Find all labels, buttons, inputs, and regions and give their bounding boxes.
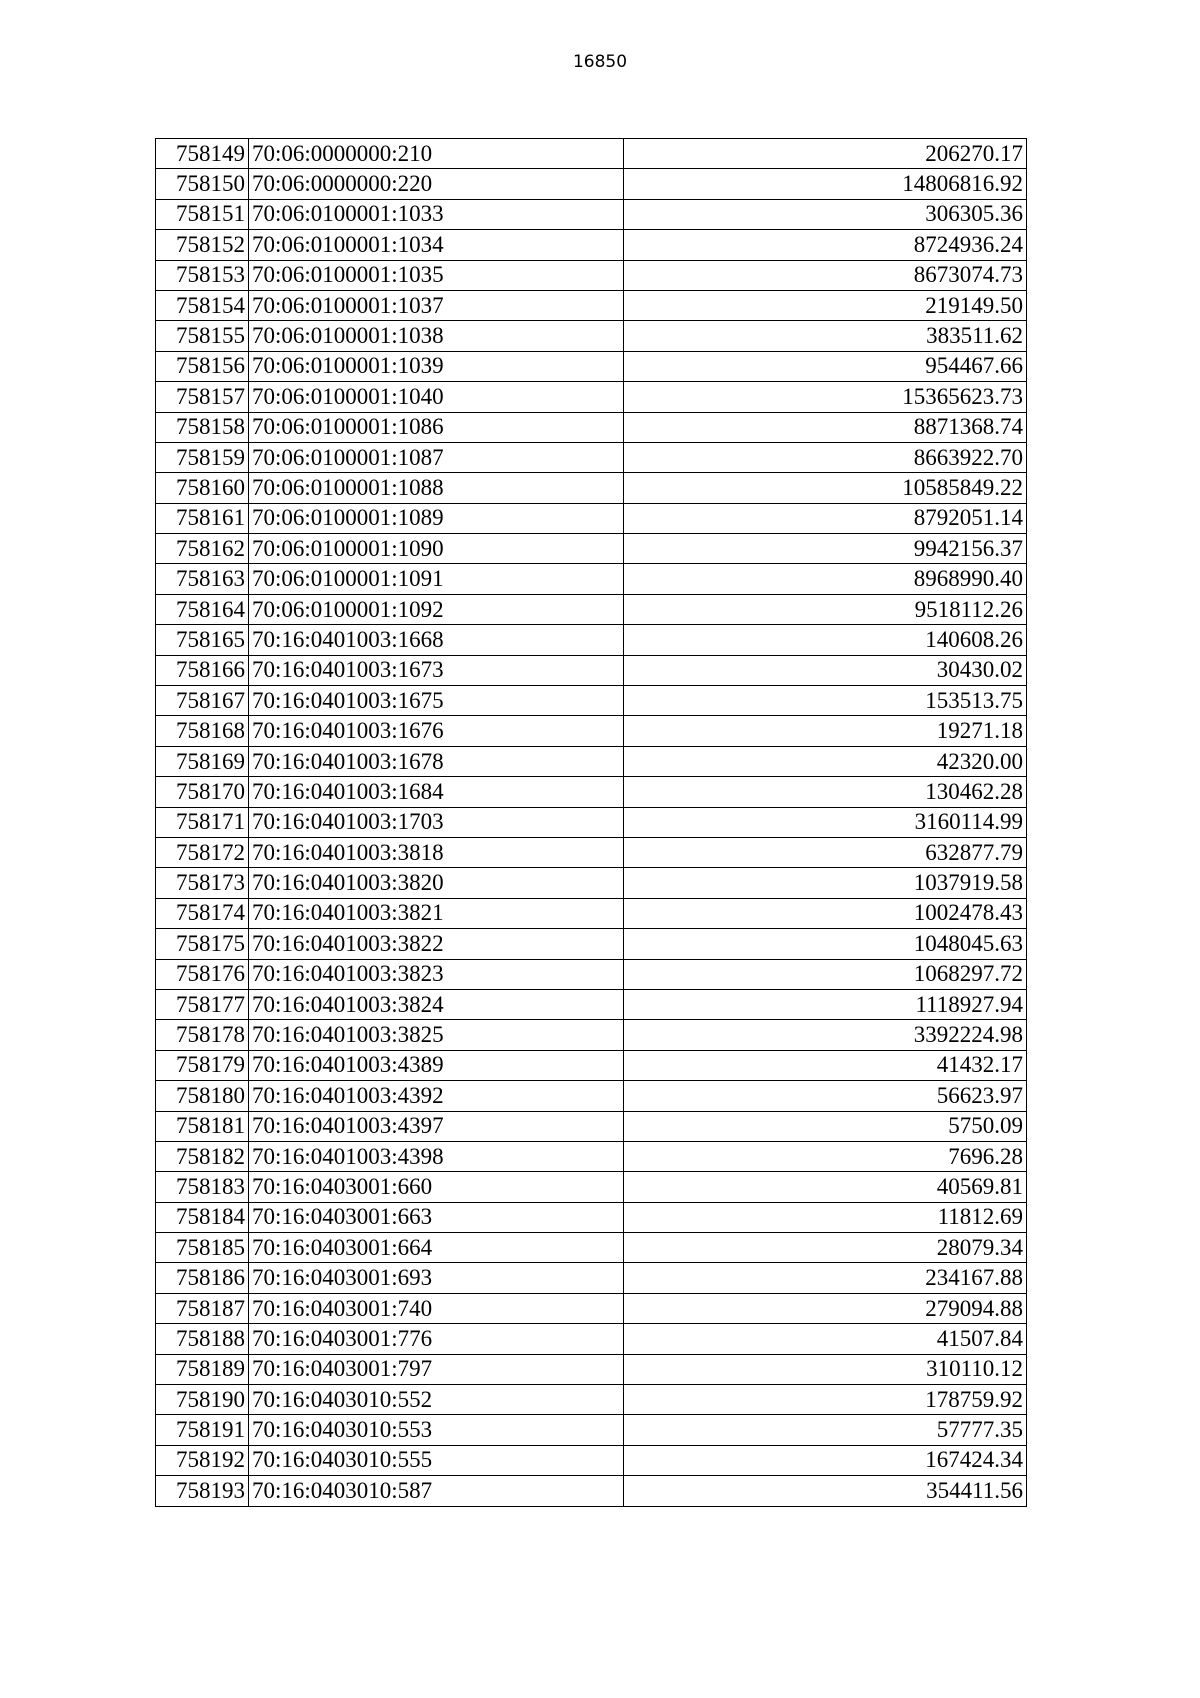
table-row: [156, 503, 1027, 533]
cadastral-value-cell: 3160114.99: [624, 807, 1027, 837]
row-number-cell: 758152: [156, 230, 249, 260]
cadastral-value-cell: 30430.02: [624, 655, 1027, 685]
cadastral-value-cell: 28079.34: [624, 1233, 1027, 1263]
row-number-cell: 758188: [156, 1324, 249, 1354]
table-row: [156, 1233, 1027, 1263]
table-row: [156, 655, 1027, 685]
cadastral-number-cell: 70:16:0401003:3821: [249, 898, 624, 928]
cadastral-number-cell: 70:16:0403001:664: [249, 1233, 624, 1263]
row-number-cell: 758172: [156, 837, 249, 867]
cadastral-number-cell: 70:16:0401003:1675: [249, 686, 624, 716]
table-row: [156, 746, 1027, 776]
table-row: [156, 1263, 1027, 1293]
cadastral-value-cell: 8673074.73: [624, 260, 1027, 290]
row-number-cell: 758183: [156, 1172, 249, 1202]
cadastral-number-cell: 70:16:0401003:3818: [249, 837, 624, 867]
cadastral-number-cell: 70:06:0100001:1033: [249, 199, 624, 229]
row-number-cell: 758153: [156, 260, 249, 290]
table-row: [156, 959, 1027, 989]
cadastral-value-cell: 354411.56: [624, 1476, 1027, 1506]
row-number-cell: 758182: [156, 1141, 249, 1171]
table-row: [156, 473, 1027, 503]
cadastral-value-cell: 206270.17: [624, 139, 1027, 169]
table-row: [156, 1050, 1027, 1080]
cadastral-number-cell: 70:16:0401003:4389: [249, 1050, 624, 1080]
row-number-cell: 758186: [156, 1263, 249, 1293]
row-number-cell: 758175: [156, 929, 249, 959]
row-number-cell: 758155: [156, 321, 249, 351]
row-number-cell: 758159: [156, 442, 249, 472]
table-row: [156, 139, 1027, 169]
row-number-cell: 758187: [156, 1293, 249, 1323]
row-number-cell: 758151: [156, 199, 249, 229]
row-number-cell: 758161: [156, 503, 249, 533]
cadastral-value-cell: 279094.88: [624, 1293, 1027, 1323]
row-number-cell: 758184: [156, 1202, 249, 1232]
table-row: [156, 534, 1027, 564]
row-number-cell: 758181: [156, 1111, 249, 1141]
cadastral-value-cell: 1048045.63: [624, 929, 1027, 959]
table-row: [156, 1081, 1027, 1111]
cadastral-value-cell: 7696.28: [624, 1141, 1027, 1171]
cadastral-value-cell: 954467.66: [624, 351, 1027, 381]
cadastral-number-cell: 70:16:0401003:3825: [249, 1020, 624, 1050]
cadastral-value-cell: 234167.88: [624, 1263, 1027, 1293]
cadastral-number-cell: 70:16:0403010:555: [249, 1445, 624, 1475]
cadastral-value-cell: 40569.81: [624, 1172, 1027, 1202]
cadastral-number-cell: 70:06:0000000:210: [249, 139, 624, 169]
cadastral-number-cell: 70:16:0403010:552: [249, 1385, 624, 1415]
cadastral-value-cell: 10585849.22: [624, 473, 1027, 503]
row-number-cell: 758176: [156, 959, 249, 989]
cadastral-number-cell: 70:16:0403010:587: [249, 1476, 624, 1506]
table-row: [156, 412, 1027, 442]
table-row: [156, 351, 1027, 381]
row-number-cell: 758170: [156, 777, 249, 807]
cadastral-value-cell: 19271.18: [624, 716, 1027, 746]
table-row: [156, 898, 1027, 928]
cadastral-value-cell: 178759.92: [624, 1385, 1027, 1415]
cadastral-value-cell: 1118927.94: [624, 989, 1027, 1019]
table-row: [156, 686, 1027, 716]
cadastral-value-cell: 632877.79: [624, 837, 1027, 867]
cadastral-value-cell: 41507.84: [624, 1324, 1027, 1354]
row-number-cell: 758192: [156, 1445, 249, 1475]
cadastral-value-cell: 11812.69: [624, 1202, 1027, 1232]
row-number-cell: 758193: [156, 1476, 249, 1506]
cadastral-number-cell: 70:16:0401003:1684: [249, 777, 624, 807]
cadastral-value-cell: 9942156.37: [624, 534, 1027, 564]
cadastral-value-cell: 153513.75: [624, 686, 1027, 716]
table-row: [156, 594, 1027, 624]
row-number-cell: 758169: [156, 746, 249, 776]
table-row: [156, 1111, 1027, 1141]
row-number-cell: 758150: [156, 169, 249, 199]
cadastral-value-cell: 1037919.58: [624, 868, 1027, 898]
cadastral-number-cell: 70:06:0100001:1038: [249, 321, 624, 351]
row-number-cell: 758174: [156, 898, 249, 928]
cadastral-number-cell: 70:16:0401003:3820: [249, 868, 624, 898]
cadastral-number-cell: 70:16:0401003:4397: [249, 1111, 624, 1141]
cadastral-value-cell: 9518112.26: [624, 594, 1027, 624]
table-row: [156, 290, 1027, 320]
cadastral-value-cell: 41432.17: [624, 1050, 1027, 1080]
row-number-cell: 758178: [156, 1020, 249, 1050]
cadastral-number-cell: 70:16:0401003:4392: [249, 1081, 624, 1111]
table-row: [156, 807, 1027, 837]
cadastral-number-cell: 70:16:0403001:740: [249, 1293, 624, 1323]
page-number: 16850: [572, 52, 628, 72]
table-row: [156, 1202, 1027, 1232]
row-number-cell: 758156: [156, 351, 249, 381]
cadastral-value-cell: 1068297.72: [624, 959, 1027, 989]
table-row: [156, 777, 1027, 807]
cadastral-number-cell: 70:16:0403001:776: [249, 1324, 624, 1354]
cadastral-number-cell: 70:06:0100001:1092: [249, 594, 624, 624]
cadastral-number-cell: 70:06:0100001:1034: [249, 230, 624, 260]
table-row: [156, 929, 1027, 959]
row-number-cell: 758177: [156, 989, 249, 1019]
cadastral-number-cell: 70:16:0401003:1703: [249, 807, 624, 837]
row-number-cell: 758191: [156, 1415, 249, 1445]
cadastral-value-cell: 8968990.40: [624, 564, 1027, 594]
row-number-cell: 758154: [156, 290, 249, 320]
row-number-cell: 758149: [156, 139, 249, 169]
table-row: [156, 1354, 1027, 1384]
table-row: [156, 1293, 1027, 1323]
table-row: [156, 1385, 1027, 1415]
cadastral-value-cell: 3392224.98: [624, 1020, 1027, 1050]
row-number-cell: 758185: [156, 1233, 249, 1263]
cadastral-value-cell: 5750.09: [624, 1111, 1027, 1141]
cadastral-value-cell: 57777.35: [624, 1415, 1027, 1445]
cadastral-number-cell: 70:06:0100001:1087: [249, 442, 624, 472]
cadastral-number-cell: 70:16:0401003:3824: [249, 989, 624, 1019]
cadastral-number-cell: 70:16:0403001:693: [249, 1263, 624, 1293]
table-row: [156, 564, 1027, 594]
cadastral-value-cell: 219149.50: [624, 290, 1027, 320]
row-number-cell: 758160: [156, 473, 249, 503]
table-row: [156, 868, 1027, 898]
cadastral-number-cell: 70:06:0100001:1088: [249, 473, 624, 503]
cadastral-number-cell: 70:16:0401003:1673: [249, 655, 624, 685]
row-number-cell: 758158: [156, 412, 249, 442]
cadastral-number-cell: 70:06:0100001:1086: [249, 412, 624, 442]
cadastral-value-cell: 56623.97: [624, 1081, 1027, 1111]
cadastral-value-cell: 1002478.43: [624, 898, 1027, 928]
table-row: [156, 1415, 1027, 1445]
row-number-cell: 758179: [156, 1050, 249, 1080]
row-number-cell: 758157: [156, 382, 249, 412]
table-row: [156, 199, 1027, 229]
table-row: [156, 1020, 1027, 1050]
cadastral-number-cell: 70:06:0100001:1035: [249, 260, 624, 290]
cadastral-number-cell: 70:06:0100001:1040: [249, 382, 624, 412]
cadastral-number-cell: 70:16:0403001:663: [249, 1202, 624, 1232]
cadastral-number-cell: 70:16:0401003:4398: [249, 1141, 624, 1171]
table-row: [156, 716, 1027, 746]
cadastral-number-cell: 70:16:0401003:1668: [249, 625, 624, 655]
cadastral-value-cell: 8663922.70: [624, 442, 1027, 472]
row-number-cell: 758168: [156, 716, 249, 746]
cadastral-value-cell: 8792051.14: [624, 503, 1027, 533]
table-row: [156, 321, 1027, 351]
table-row: [156, 169, 1027, 199]
cadastral-number-cell: 70:06:0100001:1089: [249, 503, 624, 533]
cadastral-value-cell: 140608.26: [624, 625, 1027, 655]
cadastral-value-cell: 310110.12: [624, 1354, 1027, 1384]
row-number-cell: 758180: [156, 1081, 249, 1111]
cadastral-value-cell: 130462.28: [624, 777, 1027, 807]
cadastral-value-cell: 15365623.73: [624, 382, 1027, 412]
cadastral-value-cell: 383511.62: [624, 321, 1027, 351]
cadastral-number-cell: 70:06:0100001:1037: [249, 290, 624, 320]
row-number-cell: 758173: [156, 868, 249, 898]
cadastral-value-cell: 8724936.24: [624, 230, 1027, 260]
cadastral-value-cell: 306305.36: [624, 199, 1027, 229]
table-row: [156, 989, 1027, 1019]
table-row: [156, 1172, 1027, 1202]
row-number-cell: 758164: [156, 594, 249, 624]
cadastral-number-cell: 70:16:0403010:553: [249, 1415, 624, 1445]
table-row: [156, 1445, 1027, 1475]
table-row: [156, 837, 1027, 867]
row-number-cell: 758162: [156, 534, 249, 564]
row-number-cell: 758166: [156, 655, 249, 685]
table-row: [156, 230, 1027, 260]
table-row: [156, 1141, 1027, 1171]
cadastral-number-cell: 70:06:0000000:220: [249, 169, 624, 199]
cadastral-number-cell: 70:06:0100001:1091: [249, 564, 624, 594]
row-number-cell: 758190: [156, 1385, 249, 1415]
row-number-cell: 758167: [156, 686, 249, 716]
row-number-cell: 758189: [156, 1354, 249, 1384]
cadastral-value-cell: 14806816.92: [624, 169, 1027, 199]
cadastral-number-cell: 70:06:0100001:1039: [249, 351, 624, 381]
cadastral-value-table: [155, 138, 1027, 1507]
cadastral-number-cell: 70:06:0100001:1090: [249, 534, 624, 564]
cadastral-number-cell: 70:16:0401003:1676: [249, 716, 624, 746]
table-row: [156, 1476, 1027, 1506]
table-row: [156, 442, 1027, 472]
row-number-cell: 758171: [156, 807, 249, 837]
row-number-cell: 758165: [156, 625, 249, 655]
cadastral-number-cell: 70:16:0403001:797: [249, 1354, 624, 1384]
table-row: [156, 382, 1027, 412]
table-row: [156, 1324, 1027, 1354]
cadastral-number-cell: 70:16:0401003:3822: [249, 929, 624, 959]
cadastral-value-cell: 42320.00: [624, 746, 1027, 776]
table-row: [156, 260, 1027, 290]
cadastral-value-cell: 8871368.74: [624, 412, 1027, 442]
cadastral-number-cell: 70:16:0401003:3823: [249, 959, 624, 989]
table-body: [156, 139, 1027, 1507]
cadastral-number-cell: 70:16:0403001:660: [249, 1172, 624, 1202]
table-row: [156, 625, 1027, 655]
cadastral-number-cell: 70:16:0401003:1678: [249, 746, 624, 776]
row-number-cell: 758163: [156, 564, 249, 594]
cadastral-value-cell: 167424.34: [624, 1445, 1027, 1475]
